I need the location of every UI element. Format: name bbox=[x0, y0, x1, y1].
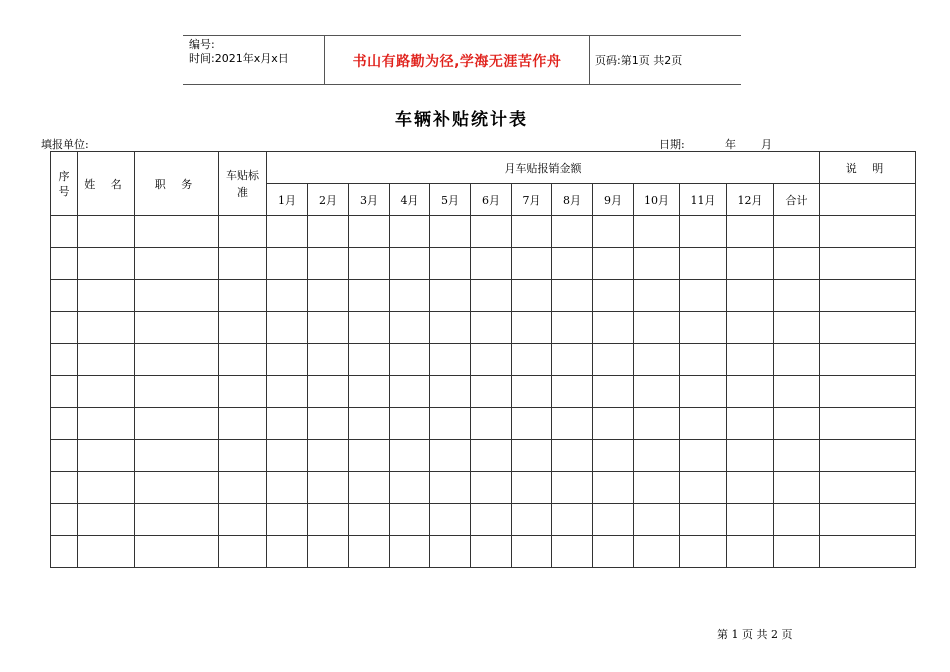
table-cell[interactable] bbox=[349, 472, 390, 504]
table-cell[interactable] bbox=[267, 536, 308, 568]
table-cell[interactable] bbox=[308, 472, 349, 504]
table-cell[interactable] bbox=[512, 408, 552, 440]
page-info: 页码:第1页 共2页 bbox=[595, 54, 683, 67]
table-cell[interactable] bbox=[727, 216, 774, 248]
table-cell[interactable] bbox=[593, 216, 634, 248]
header-meta bbox=[189, 38, 289, 66]
table-cell[interactable] bbox=[390, 472, 430, 504]
table-cell[interactable] bbox=[135, 472, 219, 504]
header-remark: 说 明 bbox=[820, 152, 916, 184]
table-cell[interactable] bbox=[219, 440, 267, 472]
header-month: 2月 bbox=[308, 184, 349, 216]
table-cell[interactable] bbox=[820, 504, 916, 536]
table-cell[interactable] bbox=[593, 504, 634, 536]
table-cell[interactable] bbox=[78, 408, 135, 440]
header-standard-line2: 准 bbox=[237, 185, 248, 199]
table-cell[interactable] bbox=[820, 248, 916, 280]
year-label: 年 bbox=[725, 138, 736, 151]
table-cell[interactable] bbox=[267, 440, 308, 472]
subsidy-table bbox=[50, 151, 916, 568]
header-divider bbox=[589, 36, 590, 84]
table-cell[interactable] bbox=[774, 408, 820, 440]
document-title: 车辆补贴统计表 bbox=[395, 110, 528, 130]
table-cell[interactable] bbox=[680, 216, 727, 248]
table-cell[interactable] bbox=[267, 280, 308, 312]
header-position: 职 务 bbox=[135, 152, 219, 216]
table-cell[interactable] bbox=[78, 504, 135, 536]
table-row bbox=[51, 312, 916, 344]
fill-unit-label: 填报单位: bbox=[41, 138, 89, 151]
table-cell[interactable] bbox=[219, 536, 267, 568]
table-cell[interactable] bbox=[634, 312, 680, 344]
table-cell[interactable] bbox=[430, 216, 471, 248]
table-cell[interactable] bbox=[135, 376, 219, 408]
table-cell[interactable] bbox=[471, 472, 512, 504]
table-cell[interactable] bbox=[349, 536, 390, 568]
table-cell[interactable] bbox=[51, 280, 78, 312]
number-label: 编号: bbox=[189, 38, 215, 51]
table-cell[interactable] bbox=[390, 536, 430, 568]
header-monthly-amount: 月车贴报销金额 bbox=[267, 152, 820, 184]
motto-text: 书山有路勤为径,学海无涯苦作舟 bbox=[352, 54, 562, 70]
header-month: 6月 bbox=[471, 184, 512, 216]
table-cell[interactable] bbox=[471, 504, 512, 536]
table-cell[interactable] bbox=[51, 248, 78, 280]
table-cell[interactable] bbox=[727, 440, 774, 472]
table-cell[interactable] bbox=[308, 408, 349, 440]
table-cell[interactable] bbox=[512, 536, 552, 568]
table-cell[interactable] bbox=[51, 504, 78, 536]
table-cell[interactable] bbox=[430, 472, 471, 504]
table-cell[interactable] bbox=[727, 312, 774, 344]
table-cell[interactable] bbox=[430, 280, 471, 312]
table-cell[interactable] bbox=[135, 216, 219, 248]
table-cell[interactable] bbox=[471, 536, 512, 568]
table-cell[interactable] bbox=[512, 248, 552, 280]
table-cell[interactable] bbox=[430, 376, 471, 408]
table-cell[interactable] bbox=[820, 440, 916, 472]
table-row bbox=[51, 504, 916, 536]
table-cell[interactable] bbox=[552, 440, 593, 472]
table-cell[interactable] bbox=[430, 536, 471, 568]
table-cell[interactable] bbox=[774, 440, 820, 472]
table-cell[interactable] bbox=[593, 344, 634, 376]
table-cell[interactable] bbox=[267, 312, 308, 344]
table-cell[interactable] bbox=[774, 504, 820, 536]
table-cell[interactable] bbox=[820, 216, 916, 248]
table-cell[interactable] bbox=[78, 216, 135, 248]
table-cell[interactable] bbox=[593, 312, 634, 344]
table-cell[interactable] bbox=[820, 472, 916, 504]
table-cell[interactable] bbox=[727, 344, 774, 376]
table-cell[interactable] bbox=[430, 248, 471, 280]
header-standard bbox=[219, 152, 267, 216]
table-cell[interactable] bbox=[680, 312, 727, 344]
table-cell[interactable] bbox=[820, 376, 916, 408]
header-month: 8月 bbox=[552, 184, 593, 216]
table-row bbox=[51, 216, 916, 248]
table-cell[interactable] bbox=[471, 248, 512, 280]
table-cell[interactable] bbox=[552, 312, 593, 344]
table-cell[interactable] bbox=[774, 280, 820, 312]
table-cell[interactable] bbox=[390, 408, 430, 440]
header-total: 合计 bbox=[774, 184, 820, 216]
table-cell[interactable] bbox=[512, 312, 552, 344]
table-cell[interactable] bbox=[634, 376, 680, 408]
table-cell[interactable] bbox=[552, 280, 593, 312]
table-cell[interactable] bbox=[308, 344, 349, 376]
table-cell[interactable] bbox=[219, 504, 267, 536]
table-row bbox=[51, 280, 916, 312]
table-cell[interactable] bbox=[390, 504, 430, 536]
table-cell[interactable] bbox=[78, 472, 135, 504]
table-cell[interactable] bbox=[308, 376, 349, 408]
table-cell[interactable] bbox=[308, 312, 349, 344]
table-cell[interactable] bbox=[552, 504, 593, 536]
table-cell[interactable] bbox=[349, 280, 390, 312]
table-cell[interactable] bbox=[349, 504, 390, 536]
table-cell[interactable] bbox=[727, 504, 774, 536]
table-row bbox=[51, 344, 916, 376]
table-cell[interactable] bbox=[135, 248, 219, 280]
header-month: 4月 bbox=[390, 184, 430, 216]
table-cell[interactable] bbox=[78, 440, 135, 472]
table-cell[interactable] bbox=[390, 312, 430, 344]
table-cell[interactable] bbox=[471, 280, 512, 312]
table-cell[interactable] bbox=[512, 216, 552, 248]
table-cell[interactable] bbox=[634, 248, 680, 280]
table-cell[interactable] bbox=[774, 536, 820, 568]
table-cell[interactable] bbox=[774, 216, 820, 248]
table-cell[interactable] bbox=[349, 312, 390, 344]
page-footer: 第 1 页 共 2 页 bbox=[717, 628, 793, 641]
table-cell[interactable] bbox=[552, 536, 593, 568]
table-cell[interactable] bbox=[390, 376, 430, 408]
table-cell[interactable] bbox=[471, 376, 512, 408]
header-month: 1月 bbox=[267, 184, 308, 216]
table-cell[interactable] bbox=[51, 408, 78, 440]
table-cell[interactable] bbox=[471, 440, 512, 472]
table-cell[interactable] bbox=[512, 504, 552, 536]
table-cell[interactable] bbox=[267, 248, 308, 280]
table-cell[interactable] bbox=[634, 504, 680, 536]
table-cell[interactable] bbox=[51, 472, 78, 504]
table-cell[interactable] bbox=[267, 344, 308, 376]
table-cell[interactable] bbox=[267, 504, 308, 536]
table-cell[interactable] bbox=[135, 408, 219, 440]
table-cell[interactable] bbox=[593, 440, 634, 472]
table-cell[interactable] bbox=[593, 248, 634, 280]
table-cell[interactable] bbox=[135, 504, 219, 536]
table-row bbox=[51, 440, 916, 472]
table-cell[interactable] bbox=[727, 376, 774, 408]
table-cell[interactable] bbox=[349, 216, 390, 248]
table-cell[interactable] bbox=[512, 280, 552, 312]
table-cell[interactable] bbox=[680, 504, 727, 536]
table-cell[interactable] bbox=[51, 376, 78, 408]
table-cell[interactable] bbox=[135, 280, 219, 312]
table-cell[interactable] bbox=[267, 472, 308, 504]
table-row bbox=[51, 408, 916, 440]
table-cell[interactable] bbox=[308, 280, 349, 312]
table-cell[interactable] bbox=[349, 408, 390, 440]
table-cell[interactable] bbox=[634, 344, 680, 376]
table-cell[interactable] bbox=[552, 216, 593, 248]
table-cell[interactable] bbox=[308, 248, 349, 280]
table-cell[interactable] bbox=[552, 248, 593, 280]
header-month: 3月 bbox=[349, 184, 390, 216]
table-cell[interactable] bbox=[593, 376, 634, 408]
table-cell[interactable] bbox=[430, 344, 471, 376]
table-cell[interactable] bbox=[774, 344, 820, 376]
table-cell[interactable] bbox=[727, 408, 774, 440]
table-cell[interactable] bbox=[593, 408, 634, 440]
table-cell[interactable] bbox=[774, 376, 820, 408]
table-cell[interactable] bbox=[680, 472, 727, 504]
table-cell[interactable] bbox=[308, 216, 349, 248]
table-cell[interactable] bbox=[552, 472, 593, 504]
table-cell[interactable] bbox=[267, 216, 308, 248]
table-cell[interactable] bbox=[219, 472, 267, 504]
month-label: 月 bbox=[761, 138, 772, 151]
table-cell[interactable] bbox=[593, 536, 634, 568]
table-cell[interactable] bbox=[308, 536, 349, 568]
table-cell[interactable] bbox=[727, 472, 774, 504]
table-cell[interactable] bbox=[135, 312, 219, 344]
header-remark-blank bbox=[820, 184, 916, 216]
table-cell[interactable] bbox=[552, 408, 593, 440]
table-cell[interactable] bbox=[512, 440, 552, 472]
table-cell[interactable] bbox=[219, 312, 267, 344]
table-cell[interactable] bbox=[634, 440, 680, 472]
table-cell[interactable] bbox=[680, 376, 727, 408]
table-cell[interactable] bbox=[512, 376, 552, 408]
table-cell[interactable] bbox=[512, 344, 552, 376]
header-standard-line1: 车贴标 bbox=[226, 168, 259, 182]
time-label: 时间:2021年x月x日 bbox=[189, 52, 289, 65]
table-row bbox=[51, 376, 916, 408]
table-cell[interactable] bbox=[349, 344, 390, 376]
table-cell[interactable] bbox=[219, 280, 267, 312]
table-cell[interactable] bbox=[634, 408, 680, 440]
table-cell[interactable] bbox=[820, 312, 916, 344]
table-cell[interactable] bbox=[430, 312, 471, 344]
table-cell[interactable] bbox=[135, 440, 219, 472]
table-cell[interactable] bbox=[78, 280, 135, 312]
table-cell[interactable] bbox=[820, 344, 916, 376]
header-name: 姓 名 bbox=[78, 152, 135, 216]
table-cell[interactable] bbox=[349, 248, 390, 280]
table-cell[interactable] bbox=[430, 408, 471, 440]
table-cell[interactable] bbox=[552, 344, 593, 376]
table-cell[interactable] bbox=[680, 440, 727, 472]
table-cell[interactable] bbox=[593, 280, 634, 312]
table-cell[interactable] bbox=[634, 472, 680, 504]
header-month: 7月 bbox=[512, 184, 552, 216]
table-cell[interactable] bbox=[51, 216, 78, 248]
table-cell[interactable] bbox=[680, 344, 727, 376]
table-cell[interactable] bbox=[820, 280, 916, 312]
table-cell[interactable] bbox=[593, 472, 634, 504]
table-cell[interactable] bbox=[390, 216, 430, 248]
table-cell[interactable] bbox=[634, 536, 680, 568]
table-cell[interactable] bbox=[820, 536, 916, 568]
header-seq: 序号 bbox=[51, 152, 78, 216]
table-cell[interactable] bbox=[308, 504, 349, 536]
header-month: 5月 bbox=[430, 184, 471, 216]
table-cell[interactable] bbox=[51, 536, 78, 568]
table-cell[interactable] bbox=[51, 312, 78, 344]
table-cell[interactable] bbox=[267, 408, 308, 440]
table-cell[interactable] bbox=[390, 248, 430, 280]
date-label: 日期: bbox=[659, 138, 685, 151]
table-cell[interactable] bbox=[78, 312, 135, 344]
table-cell[interactable] bbox=[267, 376, 308, 408]
table-cell[interactable] bbox=[349, 376, 390, 408]
table-row bbox=[51, 472, 916, 504]
table-cell[interactable] bbox=[774, 472, 820, 504]
table-cell[interactable] bbox=[634, 216, 680, 248]
table-cell[interactable] bbox=[471, 216, 512, 248]
table-cell[interactable] bbox=[78, 536, 135, 568]
table-cell[interactable] bbox=[78, 248, 135, 280]
table-cell[interactable] bbox=[727, 536, 774, 568]
header-month: 11月 bbox=[680, 184, 727, 216]
document-header bbox=[183, 35, 741, 85]
table-cell[interactable] bbox=[727, 248, 774, 280]
table-cell[interactable] bbox=[219, 408, 267, 440]
table-cell[interactable] bbox=[390, 344, 430, 376]
table-cell[interactable] bbox=[219, 376, 267, 408]
table-cell[interactable] bbox=[680, 536, 727, 568]
table-row bbox=[51, 536, 916, 568]
table-cell[interactable] bbox=[135, 536, 219, 568]
table-cell[interactable] bbox=[774, 312, 820, 344]
date-field bbox=[659, 136, 772, 152]
table-cell[interactable] bbox=[680, 408, 727, 440]
table-cell[interactable] bbox=[774, 248, 820, 280]
header-month: 10月 bbox=[634, 184, 680, 216]
table-cell[interactable] bbox=[471, 344, 512, 376]
table-cell[interactable] bbox=[219, 248, 267, 280]
table-cell[interactable] bbox=[51, 440, 78, 472]
header-month: 9月 bbox=[593, 184, 634, 216]
header-month: 12月 bbox=[727, 184, 774, 216]
table-cell[interactable] bbox=[135, 344, 219, 376]
table-cell[interactable] bbox=[78, 376, 135, 408]
table-cell[interactable] bbox=[680, 248, 727, 280]
table-cell[interactable] bbox=[680, 280, 727, 312]
table-row bbox=[51, 248, 916, 280]
table-cell[interactable] bbox=[430, 440, 471, 472]
table-cell[interactable] bbox=[430, 504, 471, 536]
table-cell[interactable] bbox=[219, 216, 267, 248]
table-cell[interactable] bbox=[390, 280, 430, 312]
table-cell[interactable] bbox=[820, 408, 916, 440]
table-cell[interactable] bbox=[634, 280, 680, 312]
table-cell[interactable] bbox=[219, 344, 267, 376]
table-cell[interactable] bbox=[51, 344, 78, 376]
table-cell[interactable] bbox=[308, 440, 349, 472]
table-cell[interactable] bbox=[349, 440, 390, 472]
table-cell[interactable] bbox=[471, 408, 512, 440]
table-cell[interactable] bbox=[512, 472, 552, 504]
table-cell[interactable] bbox=[552, 376, 593, 408]
table-cell[interactable] bbox=[390, 440, 430, 472]
table-cell[interactable] bbox=[78, 344, 135, 376]
table-cell[interactable] bbox=[471, 312, 512, 344]
table-cell[interactable] bbox=[727, 280, 774, 312]
